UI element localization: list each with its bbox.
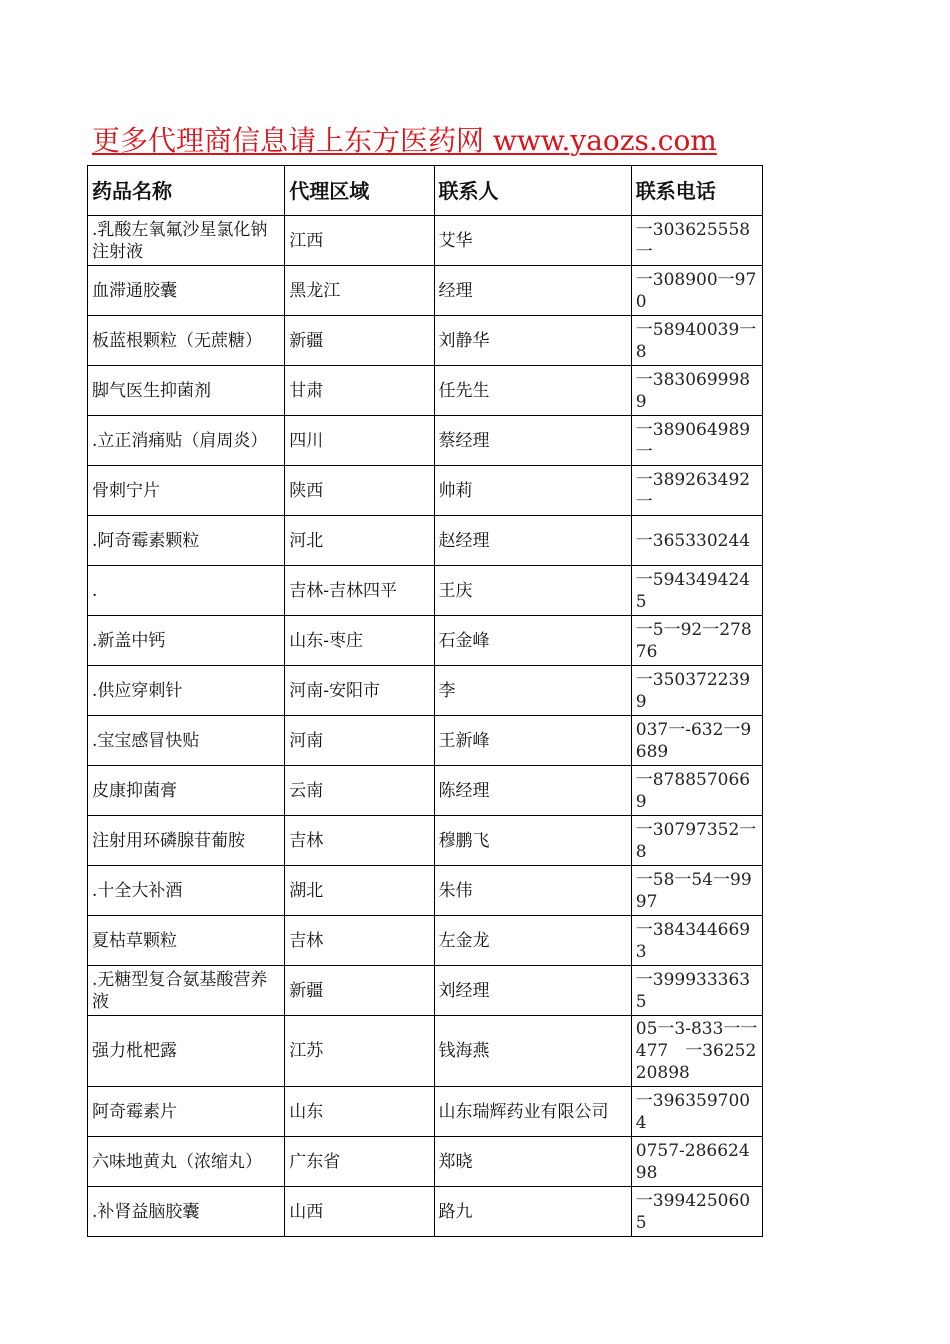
header-contact-person: 联系人 [434,166,631,216]
contact-cell: 山东瑞辉药业有限公司 [434,1087,631,1137]
drug-name-cell: 脚气医生抑菌剂 [88,366,285,416]
drug-name-cell: 血滞通胶囊 [88,266,285,316]
region-cell: 四川 [285,416,434,466]
table-row [88,1087,763,1137]
table-row [88,366,763,416]
table-row [88,966,763,1016]
region-cell: 吉林 [285,916,434,966]
region-cell: 新疆 [285,316,434,366]
contact-cell: 石金峰 [434,616,631,666]
contact-cell: 刘静华 [434,316,631,366]
contact-cell: 陈经理 [434,766,631,816]
drug-name-cell: .宝宝感冒快贴 [88,716,285,766]
table-row [88,816,763,866]
contact-cell: 刘经理 [434,966,631,1016]
region-cell: 湖北 [285,866,434,916]
phone-cell: 一8788570669 [631,766,762,816]
phone-cell: 一58940039一8 [631,316,762,366]
header-agent-region: 代理区域 [285,166,434,216]
contact-cell: 任先生 [434,366,631,416]
drug-name-cell: 六味地黄丸（浓缩丸） [88,1137,285,1187]
contact-cell: 郑晓 [434,1137,631,1187]
drug-name-cell: .新盖中钙 [88,616,285,666]
table-row [88,216,763,266]
table-row [88,266,763,316]
contact-cell: 王新峰 [434,716,631,766]
region-cell: 陕西 [285,466,434,516]
title-link[interactable]: 更多代理商信息请上东方医药网 www.yaozs.com [92,124,717,157]
region-cell: 河南-安阳市 [285,666,434,716]
region-cell: 吉林 [285,816,434,866]
region-cell: 山东 [285,1087,434,1137]
contact-cell: 王庆 [434,566,631,616]
table-row [88,416,763,466]
table-row [88,616,763,666]
table-row [88,866,763,916]
drug-name-cell: 注射用环磷腺苷葡胺 [88,816,285,866]
contact-cell: 艾华 [434,216,631,266]
phone-cell: 一3843446693 [631,916,762,966]
drug-name-cell: .补肾益脑胶囊 [88,1187,285,1237]
table-row [88,566,763,616]
region-cell: 山东-枣庄 [285,616,434,666]
table-row [88,316,763,366]
table-row [88,466,763,516]
region-cell: 江西 [285,216,434,266]
drug-name-cell: .十全大补酒 [88,866,285,916]
drug-name-cell: . [88,566,285,616]
region-cell: 云南 [285,766,434,816]
contact-cell: 帅莉 [434,466,631,516]
drug-name-cell: .立正消痛贴（肩周炎） [88,416,285,466]
region-cell: 黑龙江 [285,266,434,316]
drug-name-cell: 强力枇杷露 [88,1016,285,1087]
phone-cell: 0757-28662498 [631,1137,762,1187]
drug-name-cell: .供应穿刺针 [88,666,285,716]
table-row [88,766,763,816]
contact-cell: 赵经理 [434,516,631,566]
phone-cell: 一389064989一 [631,416,762,466]
contact-cell: 穆鹏飞 [434,816,631,866]
region-cell: 河南 [285,716,434,766]
phone-cell: 一3503722399 [631,666,762,716]
table-row [88,516,763,566]
phone-cell: 一365330244 [631,516,762,566]
table-row [88,716,763,766]
phone-cell: 一58一54一9997 [631,866,762,916]
region-cell: 江苏 [285,1016,434,1087]
phone-cell: 一3963597004 [631,1087,762,1137]
phone-cell: 一3999333635 [631,966,762,1016]
table-row [88,916,763,966]
header-drug-name: 药品名称 [88,166,285,216]
region-cell: 甘肃 [285,366,434,416]
region-cell: 广东省 [285,1137,434,1187]
drug-name-cell: 骨刺宁片 [88,466,285,516]
agent-table [87,165,763,1237]
drug-name-cell: .阿奇霉素颗粒 [88,516,285,566]
region-cell: 山西 [285,1187,434,1237]
contact-cell: 路九 [434,1187,631,1237]
table-row [88,666,763,716]
region-cell: 吉林-吉林四平 [285,566,434,616]
drug-name-cell: .无糖型复合氨基酸营养液 [88,966,285,1016]
region-cell: 新疆 [285,966,434,1016]
phone-cell: 一389263492一 [631,466,762,516]
contact-cell: 蔡经理 [434,416,631,466]
phone-cell: 一3994250605 [631,1187,762,1237]
phone-cell: 一3830699989 [631,366,762,416]
phone-cell: 一303625558一 [631,216,762,266]
phone-cell: 一5943494245 [631,566,762,616]
contact-cell: 经理 [434,266,631,316]
phone-cell: 一30797352一8 [631,816,762,866]
contact-cell: 左金龙 [434,916,631,966]
phone-cell: 05一3-833一一477 一3625220898 [631,1016,762,1087]
header-contact-phone: 联系电话 [631,166,762,216]
contact-cell: 朱伟 [434,866,631,916]
drug-name-cell: 阿奇霉素片 [88,1087,285,1137]
table-header-row [88,166,763,216]
contact-cell: 李 [434,666,631,716]
drug-name-cell: .乳酸左氧氟沙星氯化钠注射液 [88,216,285,266]
contact-cell: 钱海燕 [434,1016,631,1087]
phone-cell: 一5一92一27876 [631,616,762,666]
region-cell: 河北 [285,516,434,566]
table-row [88,1016,763,1087]
table-row [88,1187,763,1237]
phone-cell: 一308900一970 [631,266,762,316]
table-row [88,1137,763,1187]
drug-name-cell: 夏枯草颗粒 [88,916,285,966]
phone-cell: 037一-632一9689 [631,716,762,766]
drug-name-cell: 板蓝根颗粒（无蔗糖） [88,316,285,366]
drug-name-cell: 皮康抑菌膏 [88,766,285,816]
